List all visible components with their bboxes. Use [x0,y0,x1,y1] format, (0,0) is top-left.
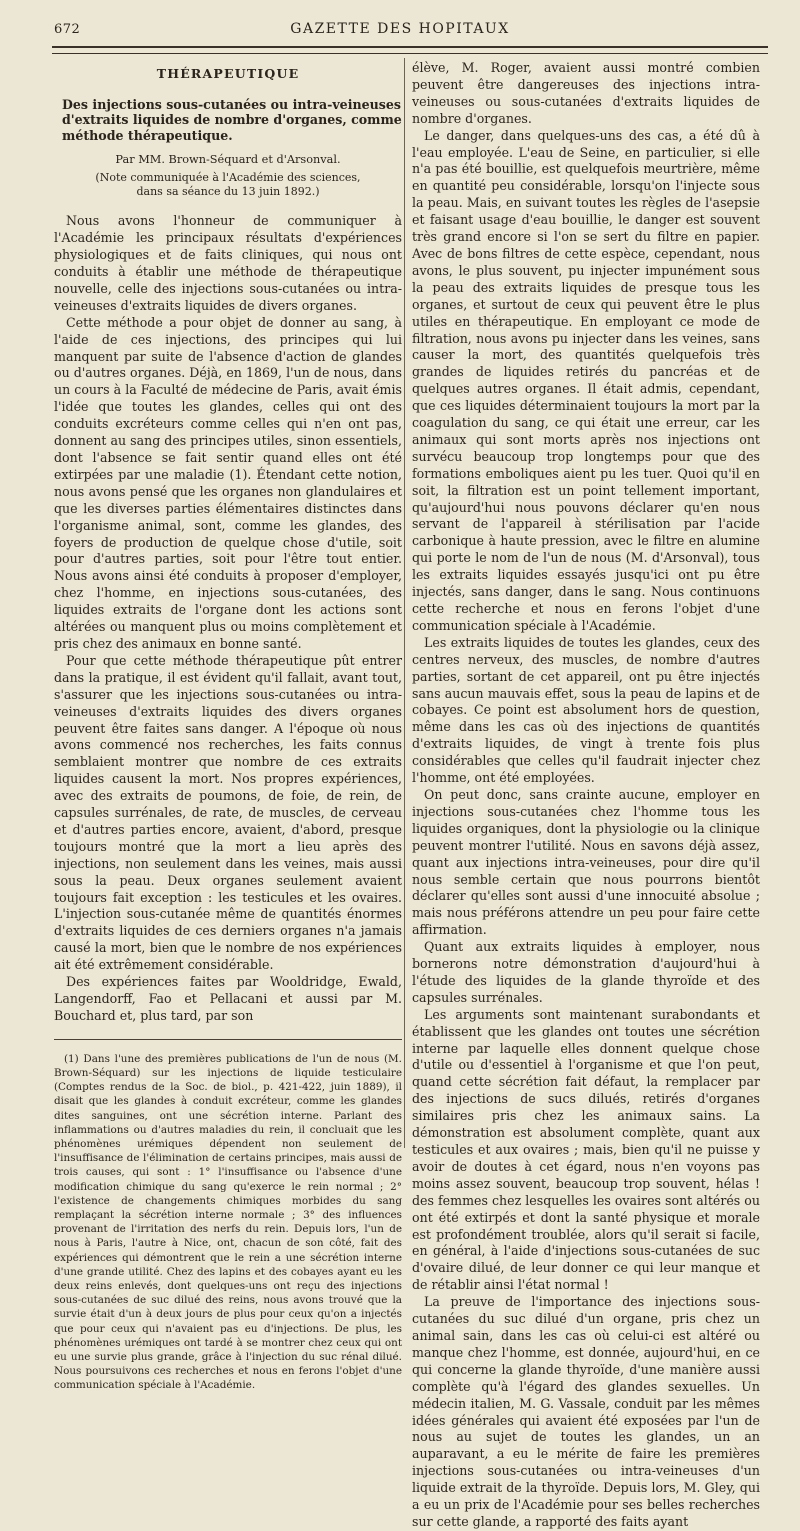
page-number: 672 [54,22,81,37]
header-rule [52,46,768,54]
body-paragraph: Des expériences faites par Wooldridge, Ewald, Langendorff, Fao et Pellacani et aussi par M. Bouchard et, plus tard, par son [54,974,402,1023]
body-paragraph: Pour que cette méthode thérapeutique pût entrer dans la pratique, il est évident qu'il fallait, avant tout, s'assurer que les injections sous-cutanées ou intra-veineuses d'extraits liquides des divers organes peuvent être faites sans danger. A l'époque où nous avons commencé nos recherches, les faits connus semblaient montrer que nombre de ces extraits liquides causent la mort. Nos propres expériences, avec des extraits de poumons, de foie, de rein, de capsules surrénales, de rate, de muscles, de cerveau et d'autres parties encore, avaient, d'abord, presque toujours montré que la mort a lieu après des injections, non seulement dans les veines, mais aussi sous la peau. Deux organes seulement avaient toujours fait exception : les testicules et les ovaires. L'injection sous-cutanée même de quantités énormes d'extraits liquides de ces derniers organes n'a jamais causé la mort, bien que le nombre de nos expériences ait été extrêmement considérable. [54,652,402,973]
running-head [0,20,800,42]
body-paragraph: Les extraits liquides de toutes les glandes, ceux des centres nerveux, des muscles, de nombre d'autres parties, sortant de cet appareil, ont pu être injectés sans aucun mauvais effet, sous la peau de lapins et de cobayes. Ce point est absolument hors de question, même dans les cas où des injections de quantités d'extraits liquides, de vingt à trente fois plus considérables que celles qu'il faudrait injecter chez l'homme, ont été employées. [412,634,760,786]
body-paragraph: On peut donc, sans crainte aucune, employer en injections sous-cutanées chez l'homme tous les liquides organiques, dont la physiologie ou la clinique peuvent montrer l'utilité. Nous en savons déjà assez, quant aux injections intra-veineuses, pour dire qu'il nous semble certain que nous pourrons bientôt déclarer qu'elles sont aussi d'une innocuité absolue ; mais nous préférons attendre un peu pour faire cette affirmation. [412,786,760,938]
right-column [412,60,760,1531]
section-title: THÉRAPEUTIQUE [156,66,300,81]
body-paragraph: Nous avons l'honneur de communiquer à l'Académie les principaux résultats d'expériences physiologiques et de faits cliniques, qui nous ont conduits à établir une méthode de thérapeutique nouvelle, celle des injections sous-cutanées ou intra-veineuses d'extraits liquides de divers organes. [54,213,402,313]
article-title: Des injections sous-cutanées ou intra-veineuses d'extraits liquides de nombre d'organes, comme méthode thérapeutique. [62,96,402,143]
left-column [54,60,402,1393]
body-paragraph: Quant aux extraits liquides à employer, nous bornerons notre démonstration d'aujourd'hui à l'étude des liquides de la glande thyroïde et des capsules surrénales. [412,939,760,1005]
footnote-separator [54,1039,402,1040]
footnote: (1) Dans l'une des premières publications de l'un de nous (M. Brown-Séquard) sur les injections de liquide testiculaire (Comptes rendus de la Soc. de biol., p. 421-422, juin 1889), il disait que les glandes à conduit excréteur, comme les glandes dites sanguines, ont une sécrétion interne. Parlant des inflammations ou d'autres maladies du rein, il concluait que les phénomènes urémiques dépendent non seulement de l'insuffisance de l'élimination de certains principes, mais aussi de trois causes, qui sont : 1° l'insuffisance ou l'absence d'une modification chimique du sang qu'exerce le rein normal ; 2° l'existence de changements chimiques morbides du sang remplaçant la sécrétion interne normale ; 3° des influences provenant de l'irritation des nerfs du rein. Depuis lors, l'un de nous à Paris, l'autre à Nice, ont, chacun de son côté, fait des expériences qui démontrent que le rein a une sécrétion interne d'une grande utilité. Chez des lapins et des cobayes ayant eu les deux reins enlevés, dont quelques-uns ont reçu des injections sous-cutanées de suc dilué des reins, nous avons trouvé que la survie était d'un à deux jours de plus pour ceux qu'on a injectés que pour ceux qui n'avaient pas eu d'injections. De plus, les phénomènes urémiques ont tardé à se montrer chez ceux qui ont eu une survie plus grande, grâce à l'injection du suc rénal dilué. Nous poursuivons ces recherches et nous en ferons l'objet d'une communication spéciale à l'Académie. [54,1052,402,1392]
body-paragraph: Le danger, dans quelques-uns des cas, a été dû à l'eau employée. L'eau de Seine, en particulier, si elle n'a pas été bouillie, est quelquefois meurtrière, même en quantité peu considérable, lorsqu'on l'injecte sous la peau. Mais, en suivant toutes les règles de l'asepsie et faisant usage d'eau bouillie, le danger est souvent très grand encore si l'on se sert du filtre en papier. Avec de bons filtres de cette espèce, cependant, nous avons, le plus souvent, pu injecter impunément sous la peau des extraits liquides de presque tous les organes, et surtout de ceux qui peuvent être le plus utiles en thérapeutique. En employant ce mode de filtration, nous avons pu injecter dans les veines, sans causer la mort, des quantités quelquefois très grandes de liquides retirés du pancréas et de quelques autres organes. Il était admis, cependant, que ces liquides déterminaient toujours la mort par la coagulation du sang, ce qui était une erreur, car les animaux qui sont morts après nos injections ont survécu beaucoup trop longtemps pour que des formations emboliques aient pu les tuer. Quoi qu'il en soit, la filtration est un point tellement important, qu'aujourd'hui nous pouvons déclarer qu'en nous servant de l'appareil à stérilisation par l'acide carbonique à haute pression, avec le filtre en alumine qui porte le nom de l'un de nous (M. d'Arsonval), tous les extraits liquides essayés jusqu'ici ont pu être injectés, sans danger, dans le sang. Nous continuons cette recherche et nous en ferons l'objet d'une communication spéciale à l'Académie. [412,127,760,633]
body-paragraph: Les arguments sont maintenant surabondants et établissent que les glandes ont toutes une sécrétion interne par laquelle elles donnent quelque chose d'utile ou d'essentiel à l'organisme et que l'on peut, quand cette sécrétion fait défaut, la remplacer par des injections de sucs dilués, retirés d'organes similaires pris chez les animaux sains. La démonstration est absolument complète, quant aux testicules et aux ovaires ; mais, bien qu'il ne puisse y avoir de doutes à cet égard, nous n'en voyons pas moins assez souvent, beaucoup trop souvent, hélas ! des femmes chez lesquelles les ovaires sont altérés ou ont été extirpés et dont la santé physique et morale est profondément troublée, alors qu'il serait si facile, en général, à l'aide d'injections sous-cutanées de suc d'ovaire dilué, de leur donner ce qui leur manque et de rétablir ainsi l'état normal ! [412,1006,760,1293]
column-divider [404,58,405,1148]
journal-title: GAZETTE DES HOPITAUX [290,21,510,37]
body-paragraph: élève, M. Roger, avaient aussi montré combien peuvent être dangereuses des injections intra-veineuses ou sous-cutanées d'extraits liquides de nombre d'organes. [412,60,760,126]
body-paragraph: Cette méthode a pour objet de donner au sang, à l'aide de ces injections, des principes qui lui manquent par suite de l'absence d'action de glandes ou d'autres organes. Déjà, en 1869, l'un de nous, dans un cours à la Faculté de médecine de Paris, avait émis l'idée que toutes les glandes, celles qui ont des conduits excréteurs comme celles qui n'en ont pas, donnent au sang des principes utiles, sinon essentiels, dont l'absence se fait sentir quand elles ont été extirpées par une maladie (1). Étendant cette notion, nous avons pensé que les organes non glandulaires et que les diverses parties élémentaires distinctes dans l'organisme animal, sont, comme les glandes, des foyers de production de quelque chose d'utile, soit pour d'autres parties, soit pour l'être tout entier. Nous avons ainsi été conduits à proposer d'employer, chez l'homme, en injections sous-cutanées, des liquides extraits de l'organe dont les actions sont altérées ou manquent plus ou moins complètement et pris chez des animaux en bonne santé. [54,314,402,651]
communication-note: (Note communiquée à l'Académie des sciences, dans sa séance du 13 juin 1892.) [95,171,361,199]
byline: Par MM. Brown-Séquard et d'Arsonval. [115,153,341,167]
body-paragraph: La preuve de l'importance des injections sous-cutanées du suc dilué d'un organe, pris chez un animal sain, dans les cas où celui-ci est altéré ou manque chez l'homme, est donnée, aujourd'hui, en ce qui concerne la glande thyroïde, d'une manière aussi complète qu'à l'égard des glandes sexuelles. Un médecin italien, M. G. Vassale, conduit par les mêmes idées générales qui avaient été exposées par l'un de nous au sujet de toutes les glandes, un an auparavant, a eu le mérite de faire les premières injections sous-cutanées ou intra-veineuses d'un liquide extrait de la thyroïde. Depuis lors, M. Gley, qui a eu un prix de l'Académie pour ses belles recherches sur cette glande, a rapporté des faits ayant [412,1294,760,1529]
